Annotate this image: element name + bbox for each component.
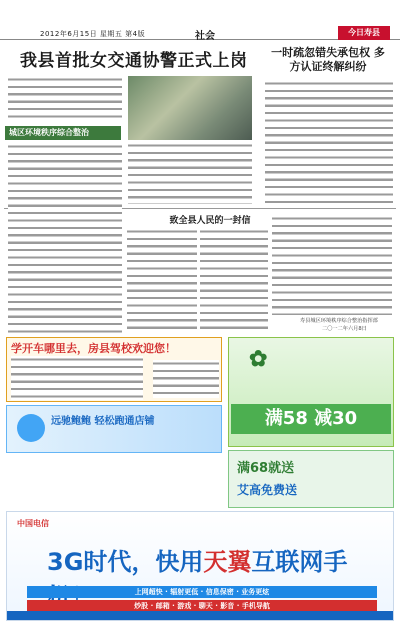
- telecom-services-row: 炒股 · 邮箱 · 游戏 · 聊天 · 影音 · 手机导航: [27, 600, 377, 612]
- promo-ad-subtitle: 艾高免费送: [237, 483, 298, 497]
- driving-school-text: [11, 356, 143, 400]
- telecom-brand: 中国电信: [17, 519, 49, 528]
- masthead-logo: 今日寿县: [338, 26, 390, 40]
- issue-date: 2012年6月15日 星期五 第4版: [40, 30, 146, 38]
- driving-school-title: 学开车哪里去，房县驾校欢迎您！: [11, 342, 176, 355]
- letter-col3: [272, 215, 392, 315]
- slogan-part-a: 3G时代，: [47, 548, 156, 576]
- letter-signoff-org: 寿县城区环境秩序综合整治指挥部: [300, 318, 378, 324]
- driving-school-ad: [6, 337, 222, 402]
- right-story-headline: 一时疏忽错失承包权 多方认证终解纠纷: [271, 46, 385, 73]
- supermarket-banner: 满58 减30: [231, 404, 391, 434]
- slogan-part-c: 互联网手: [251, 548, 348, 576]
- store-ad: [6, 405, 222, 453]
- lead-photo: [128, 76, 252, 140]
- letter-col2: [200, 228, 268, 333]
- right-story-body: [265, 80, 393, 204]
- slogan-brand: 天翼: [203, 548, 252, 576]
- telecom-footer: [7, 611, 393, 620]
- supermarket-ad: [228, 337, 394, 447]
- promo-ad: [228, 450, 394, 508]
- col1-body: [8, 143, 122, 333]
- supermarket-artwork: ✿: [249, 346, 268, 372]
- section-name: 社会: [195, 31, 215, 42]
- lead-headline: 我县首批女交通协警正式上岗: [20, 51, 248, 71]
- letter-headline: 致全县人民的一封信: [169, 216, 251, 226]
- slogan-part-b: 快用: [155, 548, 204, 576]
- letter-signoff-date: 二〇一二年六月8日: [322, 326, 367, 332]
- letter-col1: [127, 228, 197, 333]
- store-ad-title: 远驰鲍鲍 轻松跑通店铺: [51, 416, 155, 427]
- telecom-features-row: 上网超快 · 辐射更低 · 信息保密 · 业务更炫: [27, 586, 377, 598]
- promo-ad-title: 满68就送: [237, 461, 295, 476]
- photo-section-tag: 城区环境秩序综合整治: [5, 126, 121, 140]
- page-header: [0, 0, 400, 40]
- store-logo-icon: [17, 414, 45, 442]
- lead-body-col1: [8, 76, 122, 122]
- telecom-ad: [6, 511, 394, 621]
- driving-school-side-text: [149, 342, 219, 398]
- lead-body-col2: [128, 142, 252, 204]
